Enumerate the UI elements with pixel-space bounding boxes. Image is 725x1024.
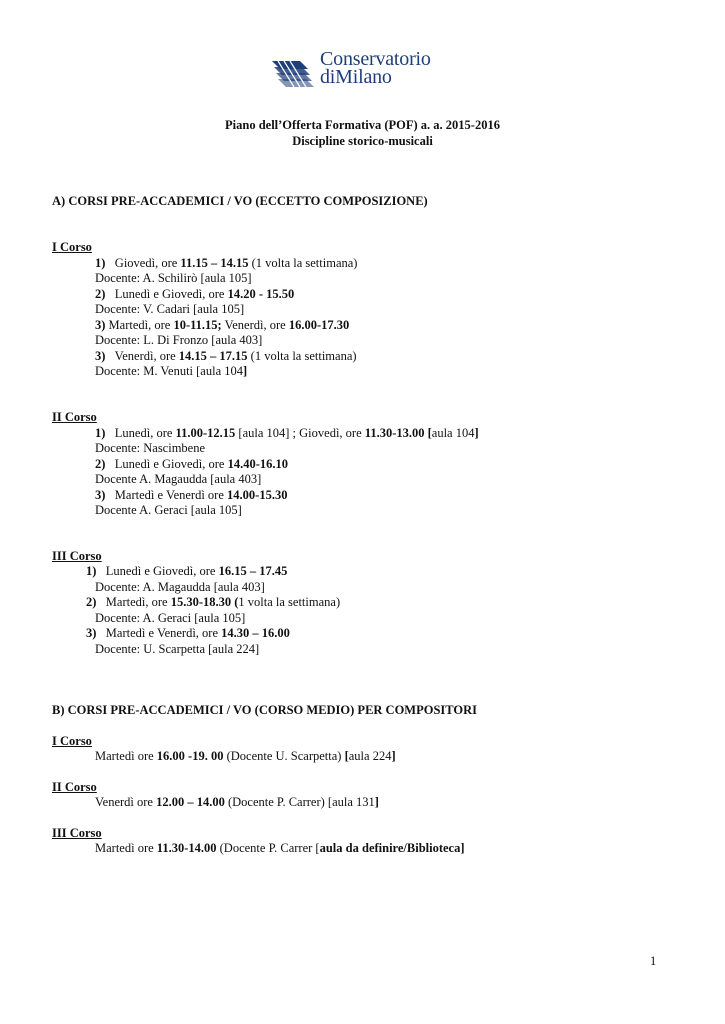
- conservatorio-logo: [272, 50, 442, 90]
- teacher-line: Docente: A. Schilirò [aula 105]: [95, 271, 252, 285]
- section-a-heading: A) CORSI PRE-ACCADEMICI / VO (ECCETTO COMPOSIZIONE): [52, 194, 428, 208]
- schedule-line: 3) Venerdì, ore 14.15 – 17.15 (1 volta la settimana): [95, 349, 357, 363]
- teacher-line: Docente A. Geraci [aula 105]: [95, 503, 242, 517]
- schedule-line: 1) Giovedì, ore 11.15 – 14.15 (1 volta la settimana): [95, 256, 358, 270]
- schedule-line: 2) Lunedì e Giovedì, ore 14.40-16.10: [95, 457, 289, 471]
- teacher-line: Docente: V. Cadari [aula 105]: [95, 302, 245, 316]
- teacher-line: Docente: L. Di Fronzo [aula 403]: [95, 333, 263, 347]
- teacher-line: Docente: U. Scarpetta [aula 224]: [95, 642, 260, 656]
- schedule-line: 3) Martedì e Venerdì, ore 14.30 – 16.00: [86, 626, 290, 640]
- teacher-line: Docente A. Magaudda [aula 403]: [95, 472, 262, 486]
- section-b-corso2-title: II Corso: [52, 780, 97, 794]
- teacher-line: Docente: A. Magaudda [aula 403]: [95, 580, 265, 594]
- schedule-line: Venerdì ore 12.00 – 14.00 (Docente P. Carrer) [aula 131]: [95, 795, 379, 809]
- schedule-line: Martedì ore 16.00 -19. 00 (Docente U. Scarpetta) [aula 224]: [95, 749, 396, 763]
- document-title: Piano dell’Offerta Formativa (POF) a. a. 2015-2016: [225, 118, 500, 132]
- section-b-corso1-title: I Corso: [52, 734, 92, 748]
- stripes-logo-icon: [272, 55, 314, 87]
- page-number: 1: [650, 954, 657, 968]
- schedule-line: 1) Lunedì, ore 11.00-12.15 [aula 104] ; Giovedì, ore 11.30-13.00 [aula 104]: [95, 426, 479, 440]
- schedule-line: 2) Lunedì e Giovedì, ore 14.20 - 15.50: [95, 287, 295, 301]
- section-b-heading: B) CORSI PRE-ACCADEMICI / VO (CORSO MEDIO) PER COMPOSITORI: [52, 703, 478, 717]
- schedule-line: 2) Martedì, ore 15.30-18.30 (1 volta la settimana): [86, 595, 341, 609]
- logo-line2: diMilano: [320, 66, 392, 88]
- section-a-corso1-title: I Corso: [52, 240, 92, 254]
- schedule-line: Martedì ore 11.30-14.00 (Docente P. Carrer [aula da definire/Biblioteca]: [95, 841, 465, 855]
- teacher-line: Docente: A. Geraci [aula 105]: [95, 611, 246, 625]
- schedule-line: 1) Lunedì e Giovedì, ore 16.15 – 17.45: [86, 564, 288, 578]
- logo-wordmark: [320, 50, 431, 86]
- section-a-corso3-title: III Corso: [52, 549, 102, 563]
- document-subtitle: Discipline storico-musicali: [292, 134, 433, 148]
- schedule-line: 3) Martedì e Venerdì ore 14.00-15.30: [95, 488, 288, 502]
- teacher-line: Docente: Nascimbene: [95, 441, 206, 455]
- logo-line1: Conservatorio: [320, 48, 431, 70]
- teacher-line: Docente: M. Venuti [aula 104]: [95, 364, 248, 378]
- schedule-line: 3) Martedì, ore 10-11.15; Venerdì, ore 16.00-17.30: [95, 318, 350, 332]
- section-b-corso3-title: III Corso: [52, 826, 102, 840]
- section-a-corso2-title: II Corso: [52, 410, 97, 424]
